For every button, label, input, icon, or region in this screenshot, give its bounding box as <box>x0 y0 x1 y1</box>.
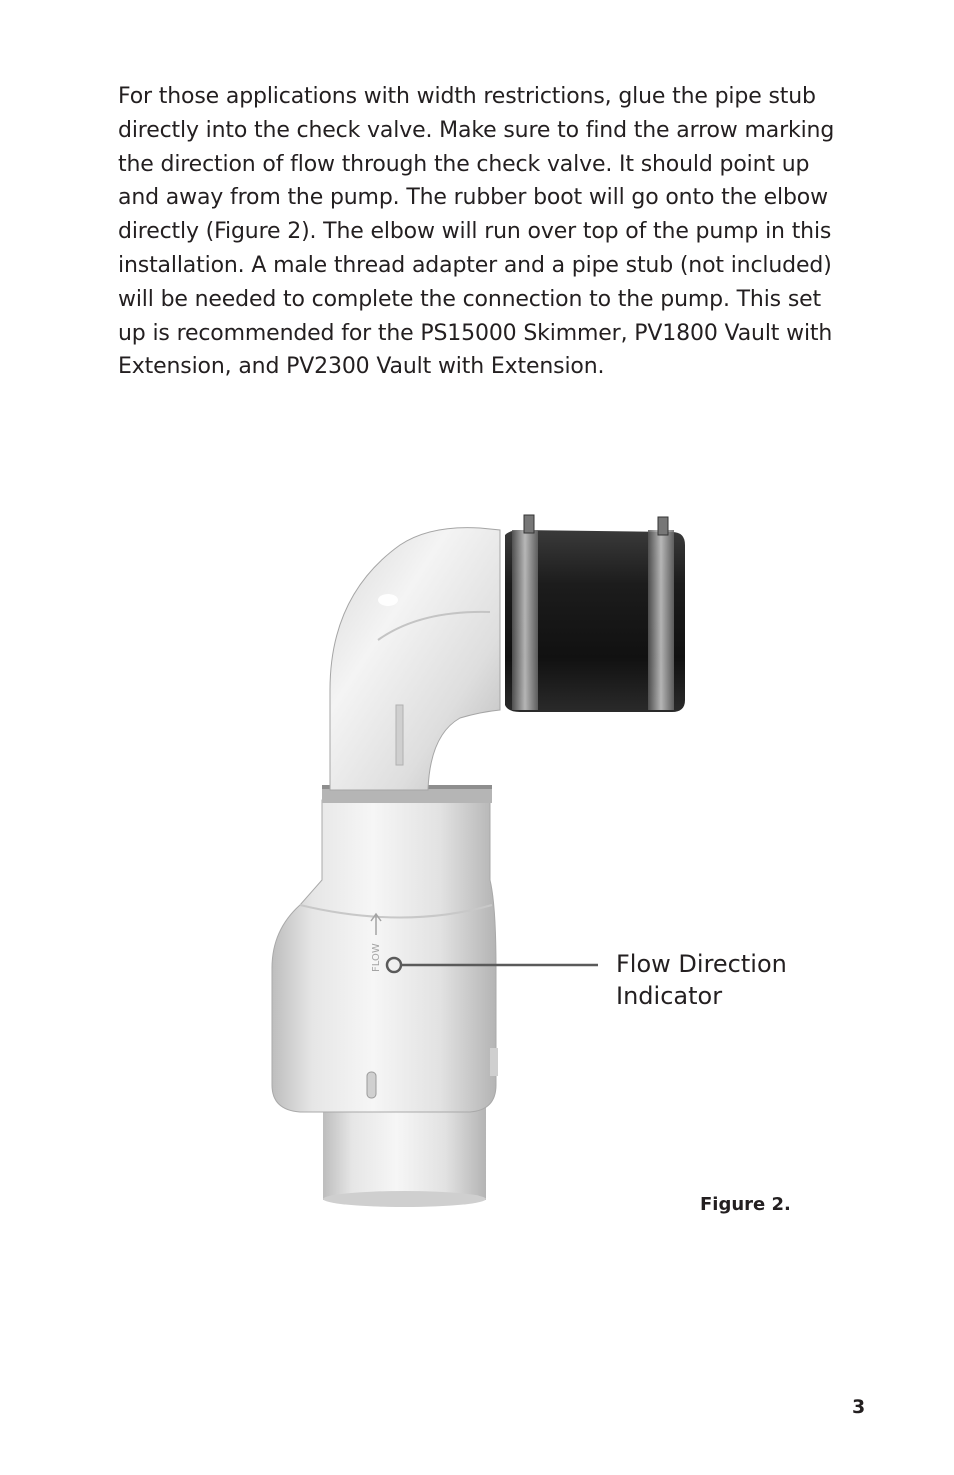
flow-direction-label: Flow Direction Indicator <box>616 950 787 1010</box>
paragraph-line: will be needed to complete the connection to the pump. This set <box>118 286 822 312</box>
paragraph-line: Extension, and PV2300 Vault with Extension. <box>118 354 605 380</box>
instruction-paragraph <box>118 80 848 384</box>
check-valve-elbow-photo <box>240 500 720 1220</box>
page-number: 3 <box>852 1396 866 1418</box>
paragraph-line: directly (Figure 2). The elbow will run over top of the pump in this <box>118 219 832 245</box>
figure-caption: Figure 2. <box>700 1194 791 1215</box>
paragraph-line: up is recommended for the PS15000 Skimmer, PV1800 Vault with <box>118 320 833 346</box>
paragraph-line: directly into the check valve. Make sure to find the arrow marking <box>118 117 835 143</box>
paragraph-line: For those applications with width restrictions, glue the pipe stub <box>118 84 816 109</box>
paragraph-line: and away from the pump. The rubber boot will go onto the elbow <box>118 185 828 211</box>
pvc-elbow <box>330 528 500 790</box>
paragraph-line: the direction of flow through the check valve. It should point up <box>118 151 810 177</box>
rubber-boot-coupling <box>505 515 685 712</box>
paragraph-line: installation. A male thread adapter and a pipe stub (not included) <box>118 252 832 278</box>
valve-flow-marking: FLOW <box>371 943 382 972</box>
check-valve-body <box>272 800 498 1112</box>
